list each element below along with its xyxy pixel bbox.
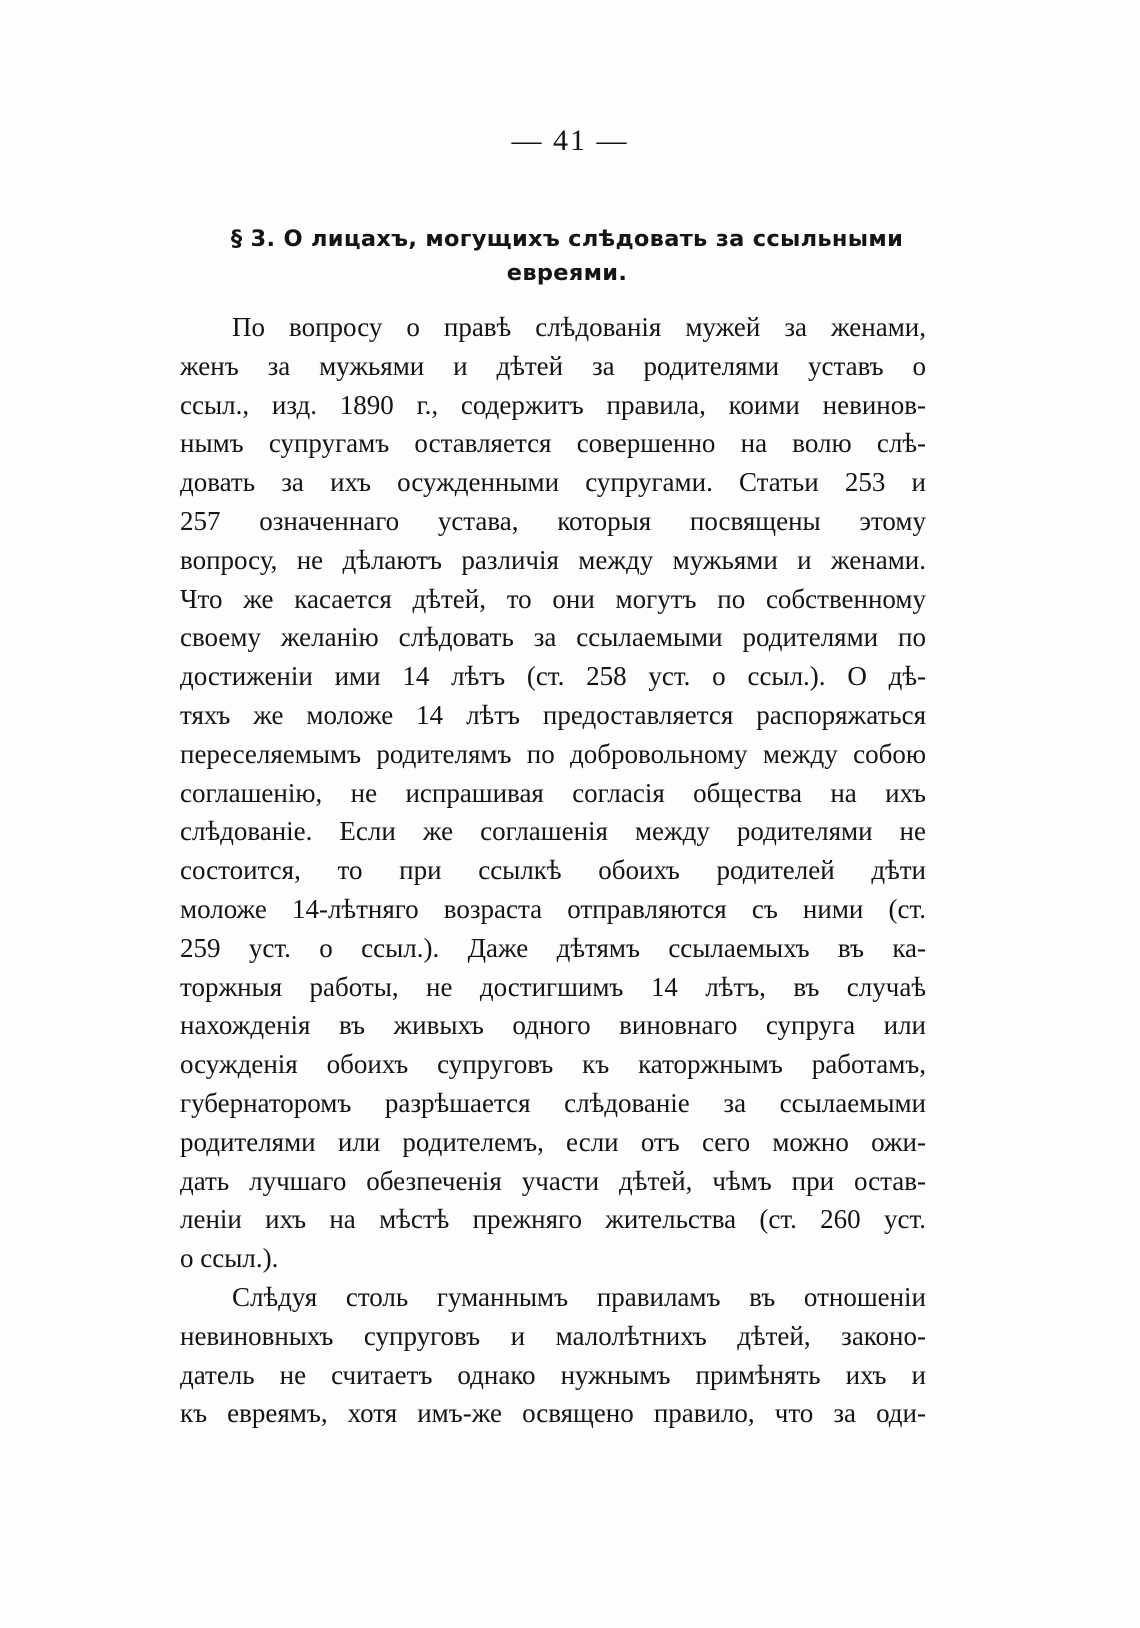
text-line: нымъ супругамъ оставляется совершенно на волю слѣ-	[180, 428, 926, 459]
text-line: довать за ихъ осужденными супругами. Статьи 253 и	[180, 467, 926, 498]
text-line: достиженіи ими 14 лѣтъ (ст. 258 уст. о ссыл.). О дѣ-	[180, 661, 926, 692]
text-line: родителями или родителемъ, если отъ сего можно ожи-	[180, 1126, 926, 1157]
text-line: 257 означеннаго устава, которыя посвящены этому	[180, 505, 926, 536]
text-line: состоится, то при ссылкѣ обоихъ родителей дѣти	[180, 855, 926, 886]
page-number: — 41 —	[511, 124, 629, 157]
text-line: осужденія обоихъ супруговъ къ каторжнымъ работамъ,	[180, 1049, 926, 1080]
text-line: переселяемымъ родителямъ по добровольному между собою	[180, 738, 926, 769]
text-line: Слѣдуя столь гуманнымъ правиламъ въ отношеніи	[232, 1281, 926, 1312]
text-line: вопросу, не дѣлаютъ различія между мужьями и женами.	[180, 544, 926, 575]
text-line: своему желанію слѣдовать за ссылаемыми родителями по	[180, 622, 926, 653]
text-line: къ евреямъ, хотя имъ-же освящено правило, что за оди-	[180, 1398, 926, 1429]
text-line: тяхъ же моложе 14 лѣтъ предоставляется распоряжаться	[180, 699, 926, 730]
text-line: ссыл., изд. 1890 г., содержитъ правила, коими невинов-	[180, 389, 926, 420]
text-line: Что же касается дѣтей, то они могутъ по собственному	[180, 583, 926, 614]
text-line: слѣдованіе. Если же соглашенія между родителями не	[180, 816, 926, 847]
text-line: 259 уст. о ссыл.). Даже дѣтямъ ссылаемыхъ въ ка-	[180, 932, 926, 963]
text-line: нахожденія въ живыхъ одного виновнаго супруга или	[180, 1010, 926, 1041]
text-line: соглашенію, не испрашивая согласія общества на ихъ	[180, 777, 926, 808]
text-line: невиновныхъ супруговъ и малолѣтнихъ дѣтей, законо-	[180, 1320, 926, 1351]
text-line: датель не считаетъ однако нужнымъ примѣнять ихъ и	[180, 1359, 926, 1390]
section-heading-line: евреями.	[506, 260, 628, 286]
text-line: губернаторомъ разрѣшается слѣдованіе за ссылаемыми	[180, 1087, 926, 1118]
text-line: женъ за мужьями и дѣтей за родителями уставъ о	[180, 350, 926, 381]
section-heading-line: § 3. О лицахъ, могущихъ слѣдовать за ссыльными	[230, 226, 904, 252]
text-line: торжныя работы, не достигшимъ 14 лѣтъ, въ случаѣ	[180, 971, 926, 1002]
section-heading	[196, 222, 938, 290]
text-line: дать лучшаго обезпеченія участи дѣтей, чѣмъ при остав-	[180, 1165, 926, 1196]
text-line: моложе 14-лѣтняго возраста отправляются съ ними (ст.	[180, 893, 926, 924]
paragraph	[180, 308, 926, 1278]
text-line: о ссыл.).	[180, 1243, 279, 1274]
paragraph	[180, 1278, 926, 1433]
text-line: леніи ихъ на мѣстѣ прежняго жительства (ст. 260 уст.	[180, 1204, 926, 1235]
text-line: По вопросу о правѣ слѣдованія мужей за женами,	[232, 312, 926, 342]
body-text	[180, 308, 926, 1433]
